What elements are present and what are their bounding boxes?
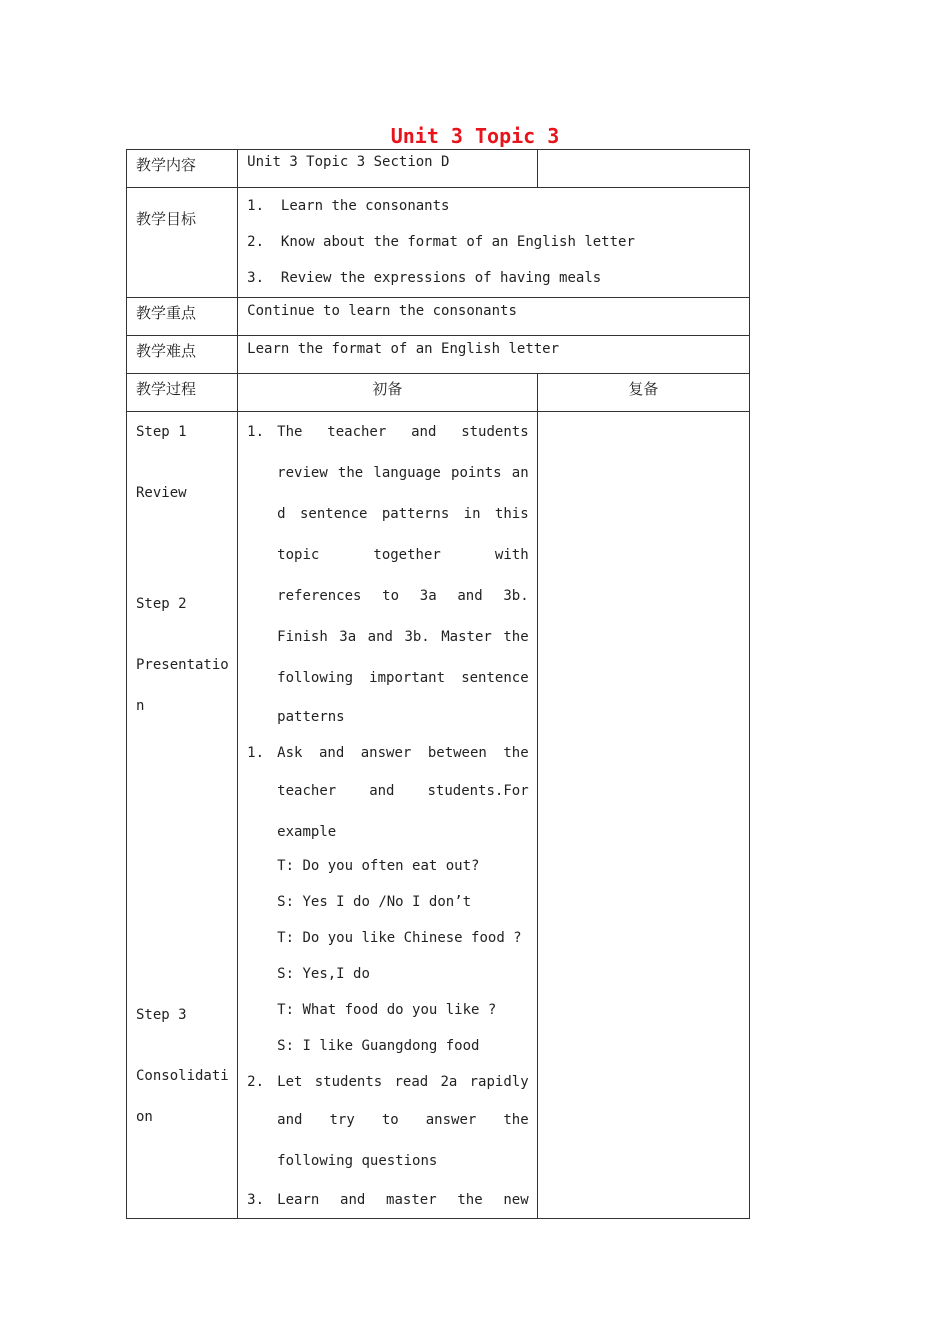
- step-label: Step 2: [136, 596, 187, 612]
- item-line: patterns: [277, 709, 345, 725]
- list-item: [247, 412, 528, 735]
- item-line: and try to answer the: [277, 1112, 529, 1128]
- item-line: topic together with: [277, 547, 529, 563]
- key-value: Continue to learn the consonants: [238, 298, 750, 336]
- dialogue-line: S: I like Guangdong food: [277, 1038, 480, 1054]
- table-row: [127, 336, 750, 374]
- step-label: n: [136, 698, 145, 714]
- item-line: Ask and answer between the: [277, 745, 529, 761]
- table-row: [127, 150, 750, 188]
- table-row: [127, 374, 750, 412]
- page-title: Unit 3 Topic 3: [390, 124, 560, 148]
- list-item: [247, 735, 528, 853]
- dialogue: [247, 848, 528, 1064]
- table-row: [127, 188, 750, 298]
- difficult-value: Learn the format of an English letter: [238, 336, 750, 374]
- item-line: following questions: [277, 1153, 438, 1169]
- goals-list: [238, 188, 750, 298]
- review-label: 复备: [537, 374, 749, 412]
- step-label: on: [136, 1109, 153, 1125]
- item-number: 1.: [247, 745, 265, 761]
- step-label: Review: [136, 485, 187, 501]
- dialogue-line: T: Do you often eat out?: [277, 858, 480, 874]
- goals-label: 教学目标: [127, 188, 238, 298]
- dialogue-line: S: Yes I do /No I don’t: [277, 894, 472, 910]
- table-row: [127, 412, 750, 1219]
- item-line: following important sentence: [277, 670, 529, 686]
- prep-column: [238, 412, 537, 1219]
- review-column: [537, 412, 749, 1219]
- item-number: 2.: [247, 1074, 265, 1090]
- difficult-label: 教学难点: [127, 336, 238, 374]
- step-label: Step 3: [136, 1007, 187, 1023]
- empty-cell: [537, 150, 749, 188]
- dialogue-line: T: What food do you like ?: [277, 1002, 497, 1018]
- step-label: Presentatio: [136, 657, 229, 673]
- item-line: Let students read 2a rapidly: [277, 1074, 529, 1090]
- goal-item: 1. Learn the consonants: [247, 198, 450, 214]
- item-line: references to 3a and 3b.: [277, 588, 529, 604]
- goal-item: 3. Review the expressions of having meals: [247, 270, 602, 286]
- steps-column: [127, 412, 238, 1219]
- item-number: 1.: [247, 424, 265, 440]
- item-line: review the language points an: [277, 465, 529, 481]
- process-label: 教学过程: [127, 374, 238, 412]
- list-item: [247, 1064, 528, 1182]
- step-label: Consolidati: [136, 1068, 229, 1084]
- step-label: Step 1: [136, 424, 187, 440]
- item-number: 3.: [247, 1192, 265, 1208]
- prep-label: 初备: [238, 374, 537, 412]
- item-line: Learn and master the new: [277, 1192, 529, 1208]
- goal-item: 2. Know about the format of an English letter: [247, 234, 635, 250]
- lesson-plan-table: [126, 149, 750, 1219]
- table-row: [127, 298, 750, 336]
- item-line: teacher and students.For: [277, 783, 529, 799]
- item-line: example: [277, 824, 337, 840]
- item-line: d sentence patterns in this: [277, 506, 529, 522]
- content-value: Unit 3 Topic 3 Section D: [238, 150, 537, 188]
- list-item: [247, 1182, 528, 1218]
- content-label: 教学内容: [127, 150, 238, 188]
- dialogue-line: S: Yes,I do: [277, 966, 370, 982]
- dialogue-line: T: Do you like Chinese food ?: [277, 930, 522, 946]
- item-line: The teacher and students: [277, 424, 529, 440]
- key-label: 教学重点: [127, 298, 238, 336]
- item-line: Finish 3a and 3b. Master the: [277, 629, 529, 645]
